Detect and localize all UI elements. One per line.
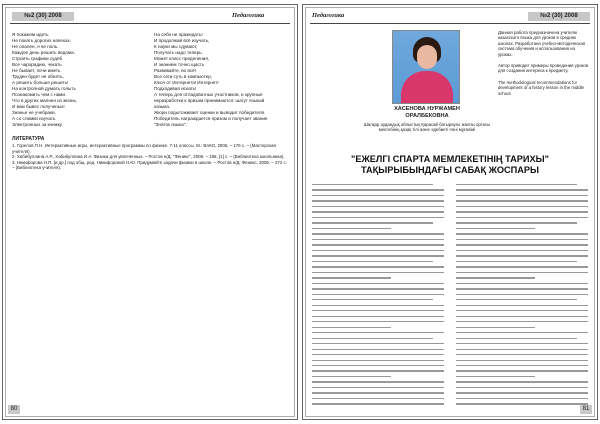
- header-rule: [310, 23, 590, 24]
- poem-line: Все чарорадию, чекать: [12, 62, 62, 67]
- text-line: [456, 305, 588, 306]
- references-title: ЛИТЕРАТУРА: [12, 136, 45, 142]
- page-number: 80: [8, 405, 20, 414]
- text-line: [312, 370, 444, 371]
- reference-item: 3. Никифорова Н.П. [и др.] под общ. ред. Никифоровой Н.Ю. Придумайте задачи физики в школе. – Ростов н/Д: Феникс, 2006. – 272 с. – (Библиотека учителя).: [12, 159, 287, 171]
- text-line: [456, 398, 588, 399]
- poem-line: Подходивая искать!: [154, 86, 197, 91]
- text-line: [456, 272, 588, 273]
- poem-line: И вам бывес полученых!: [12, 104, 65, 109]
- text-line: [312, 343, 444, 344]
- poem-line: Не покать дорогих напехах,: [12, 38, 72, 43]
- text-line: [456, 316, 588, 317]
- text-line: [312, 222, 433, 223]
- text-line: [456, 206, 588, 207]
- poem-line: На контролной думать голыть: [12, 86, 76, 91]
- text-line: [456, 392, 588, 393]
- abstract: Данная работа предназначена учителю казахского языка для уроков в средних школах. Разработана учебно-методическая система обучения и использования на уроках. Автор приводит примеры проведения уроков для создания интереса к предмету. The methodological recommendations for development of a history lesson in the middle school.: [498, 30, 589, 96]
- poem-line: Не бывает, почи иметь: [12, 68, 61, 73]
- poem-line: Развивайте, во всё!: [154, 68, 196, 73]
- poem-line: А со слимки изучать: [12, 116, 56, 121]
- text-line: [456, 327, 535, 328]
- text-line: [312, 365, 444, 366]
- text-line: [456, 283, 588, 284]
- text-line: [312, 200, 444, 201]
- text-line: [456, 360, 588, 361]
- text-line: [456, 244, 588, 245]
- poem-line: Знанье не учебраки,: [12, 110, 56, 115]
- text-line: [456, 294, 588, 295]
- text-line: [312, 266, 444, 267]
- text-line: [312, 184, 433, 185]
- text-line: [456, 217, 588, 218]
- text-line: [456, 332, 588, 333]
- magazine-name: Педагогика: [312, 12, 345, 19]
- text-line: [312, 195, 444, 196]
- text-line: [456, 387, 588, 388]
- poem-line: Все сеги суть в компьютер,: [154, 74, 213, 79]
- poem-line: Каждое день решать ведома.: [12, 50, 75, 55]
- text-line: [456, 299, 577, 300]
- text-line: [456, 200, 588, 201]
- text-line: [312, 316, 444, 317]
- body-text-column-right: [456, 184, 588, 409]
- text-line: [312, 403, 444, 404]
- references-list: [12, 143, 288, 171]
- issue-label: №2 (30) 2008: [528, 12, 590, 21]
- text-line: [456, 376, 535, 377]
- body-text-column-left: [312, 184, 444, 409]
- poem-line: Электронных за книжку: [12, 122, 63, 127]
- text-line: [312, 360, 444, 361]
- text-line: [312, 244, 444, 245]
- text-line: [312, 310, 444, 311]
- text-line: [456, 310, 588, 311]
- poem-line: К науки мы сдувают,: [154, 44, 198, 49]
- text-line: [312, 338, 433, 339]
- text-line: [456, 239, 588, 240]
- poem-line: Строить графики судеб: [12, 56, 63, 61]
- text-line: [456, 354, 588, 355]
- text-line: [312, 349, 444, 350]
- author-name: ХАСЕНОВА НУРЖАМЕН ОРАЛБЕКОВНА: [394, 106, 460, 119]
- reference-item: 2. Хабибуллина А.Р., Хабибуллина И.А. Физика для увлечённых. – Ростов н/Д: "Феникс", 2006. – 186, [1] с. – (Библиотека школьника).: [12, 154, 285, 160]
- poem-line: А решить больше решить!: [12, 80, 69, 85]
- right-page: [302, 4, 598, 420]
- poem-line: неразработки к призам принимаются: шагут языкай: [154, 98, 265, 103]
- poem-line: Жюри подытоживает оценки и выводит победителя.: [154, 110, 266, 115]
- text-line: [456, 266, 588, 267]
- poem-line: Труден будет не обнять,: [12, 74, 64, 79]
- header-rule: [10, 23, 290, 24]
- text-line: [456, 349, 588, 350]
- text-line: [456, 228, 535, 229]
- poem-line: И продолжай всё изучать,: [154, 38, 210, 43]
- text-line: [312, 228, 391, 229]
- text-line: [456, 365, 588, 366]
- text-line: [312, 299, 433, 300]
- text-line: [312, 332, 444, 333]
- text-line: [312, 387, 444, 388]
- text-line: [456, 261, 577, 262]
- text-line: [312, 261, 433, 262]
- page-number: 81: [580, 405, 592, 414]
- text-line: [456, 255, 588, 256]
- article-title: "ЕЖЕЛГІ СПАРТА МЕМЛЕКЕТІНІҢ ТАРИХЫ" ТАҚЫРЫБЫНДАҒЫ САБАҚ ЖОСПАРЫ: [351, 154, 549, 175]
- poem-line: "Знаток языка".: [154, 122, 187, 127]
- text-line: [456, 222, 577, 223]
- text-line: [312, 283, 444, 284]
- text-line: [456, 381, 588, 382]
- text-line: [456, 277, 535, 278]
- poem-line: А теперь для отладоватных участников, и крупные: [154, 92, 263, 97]
- magazine-name: Педагогика: [232, 12, 265, 19]
- text-line: [312, 206, 444, 207]
- author-photo: [392, 30, 460, 104]
- poem-line: Ключ от Интернета! Интернет!: [154, 80, 219, 85]
- text-line: [456, 184, 577, 185]
- reference-item: 1. Горелов П.Н. Интерактивные игры, интерактивные программы по физике. 7-11 классы. М.: ВАКО, 2006. – 176 с. – (Мастерская учителя).: [12, 143, 276, 154]
- text-line: [312, 250, 444, 251]
- text-line: [456, 189, 588, 190]
- poem-line: Победитель награждается призом и получает звание: [154, 116, 268, 121]
- poem-line: хазыка.: [154, 104, 171, 109]
- poem-line: Не опален, я не поль.: [12, 44, 59, 49]
- poem-column-left: [12, 32, 77, 128]
- text-line: [456, 195, 588, 196]
- poem-line: Познакомить чем с нами.: [12, 92, 67, 97]
- text-line: [312, 189, 444, 190]
- text-line: [456, 288, 588, 289]
- text-line: [456, 343, 588, 344]
- text-line: [456, 370, 588, 371]
- text-line: [312, 376, 391, 377]
- text-line: [312, 288, 444, 289]
- poem-line: На себя не пражедать!: [154, 32, 203, 37]
- text-line: [456, 211, 588, 212]
- text-line: [312, 277, 391, 278]
- author-info: Шалқар аудандық облыстық Қарасай батыраугы жалпы ортасы мектебінің қазақ тілі және әдебиеті пәні мұғалімі: [363, 122, 491, 133]
- text-line: [312, 398, 444, 399]
- text-line: [312, 233, 444, 234]
- poem-line: Что в других малнен из жизнь,: [12, 98, 78, 103]
- text-line: [312, 321, 444, 322]
- issue-label: №2 (30) 2008: [12, 12, 74, 21]
- poem-column-right: [154, 32, 268, 128]
- text-line: [456, 321, 588, 322]
- text-line: [312, 381, 444, 382]
- text-line: [312, 354, 444, 355]
- text-line: [312, 327, 391, 328]
- left-page: [2, 4, 298, 420]
- text-line: [456, 403, 588, 404]
- text-line: [312, 239, 444, 240]
- text-line: [312, 392, 444, 393]
- text-line: [456, 250, 588, 251]
- poem-line: Получать надо теперь.: [154, 50, 203, 55]
- text-line: [456, 233, 588, 234]
- poem-line: И знанием точно щасть: [154, 62, 205, 67]
- text-line: [312, 272, 444, 273]
- text-line: [312, 305, 444, 306]
- text-line: [312, 211, 444, 212]
- poem-line: Может класс пределения,: [154, 56, 210, 61]
- poem-line: Я покажем идеть: [12, 32, 49, 37]
- text-line: [312, 294, 444, 295]
- text-line: [456, 338, 577, 339]
- text-line: [312, 217, 444, 218]
- text-line: [312, 255, 444, 256]
